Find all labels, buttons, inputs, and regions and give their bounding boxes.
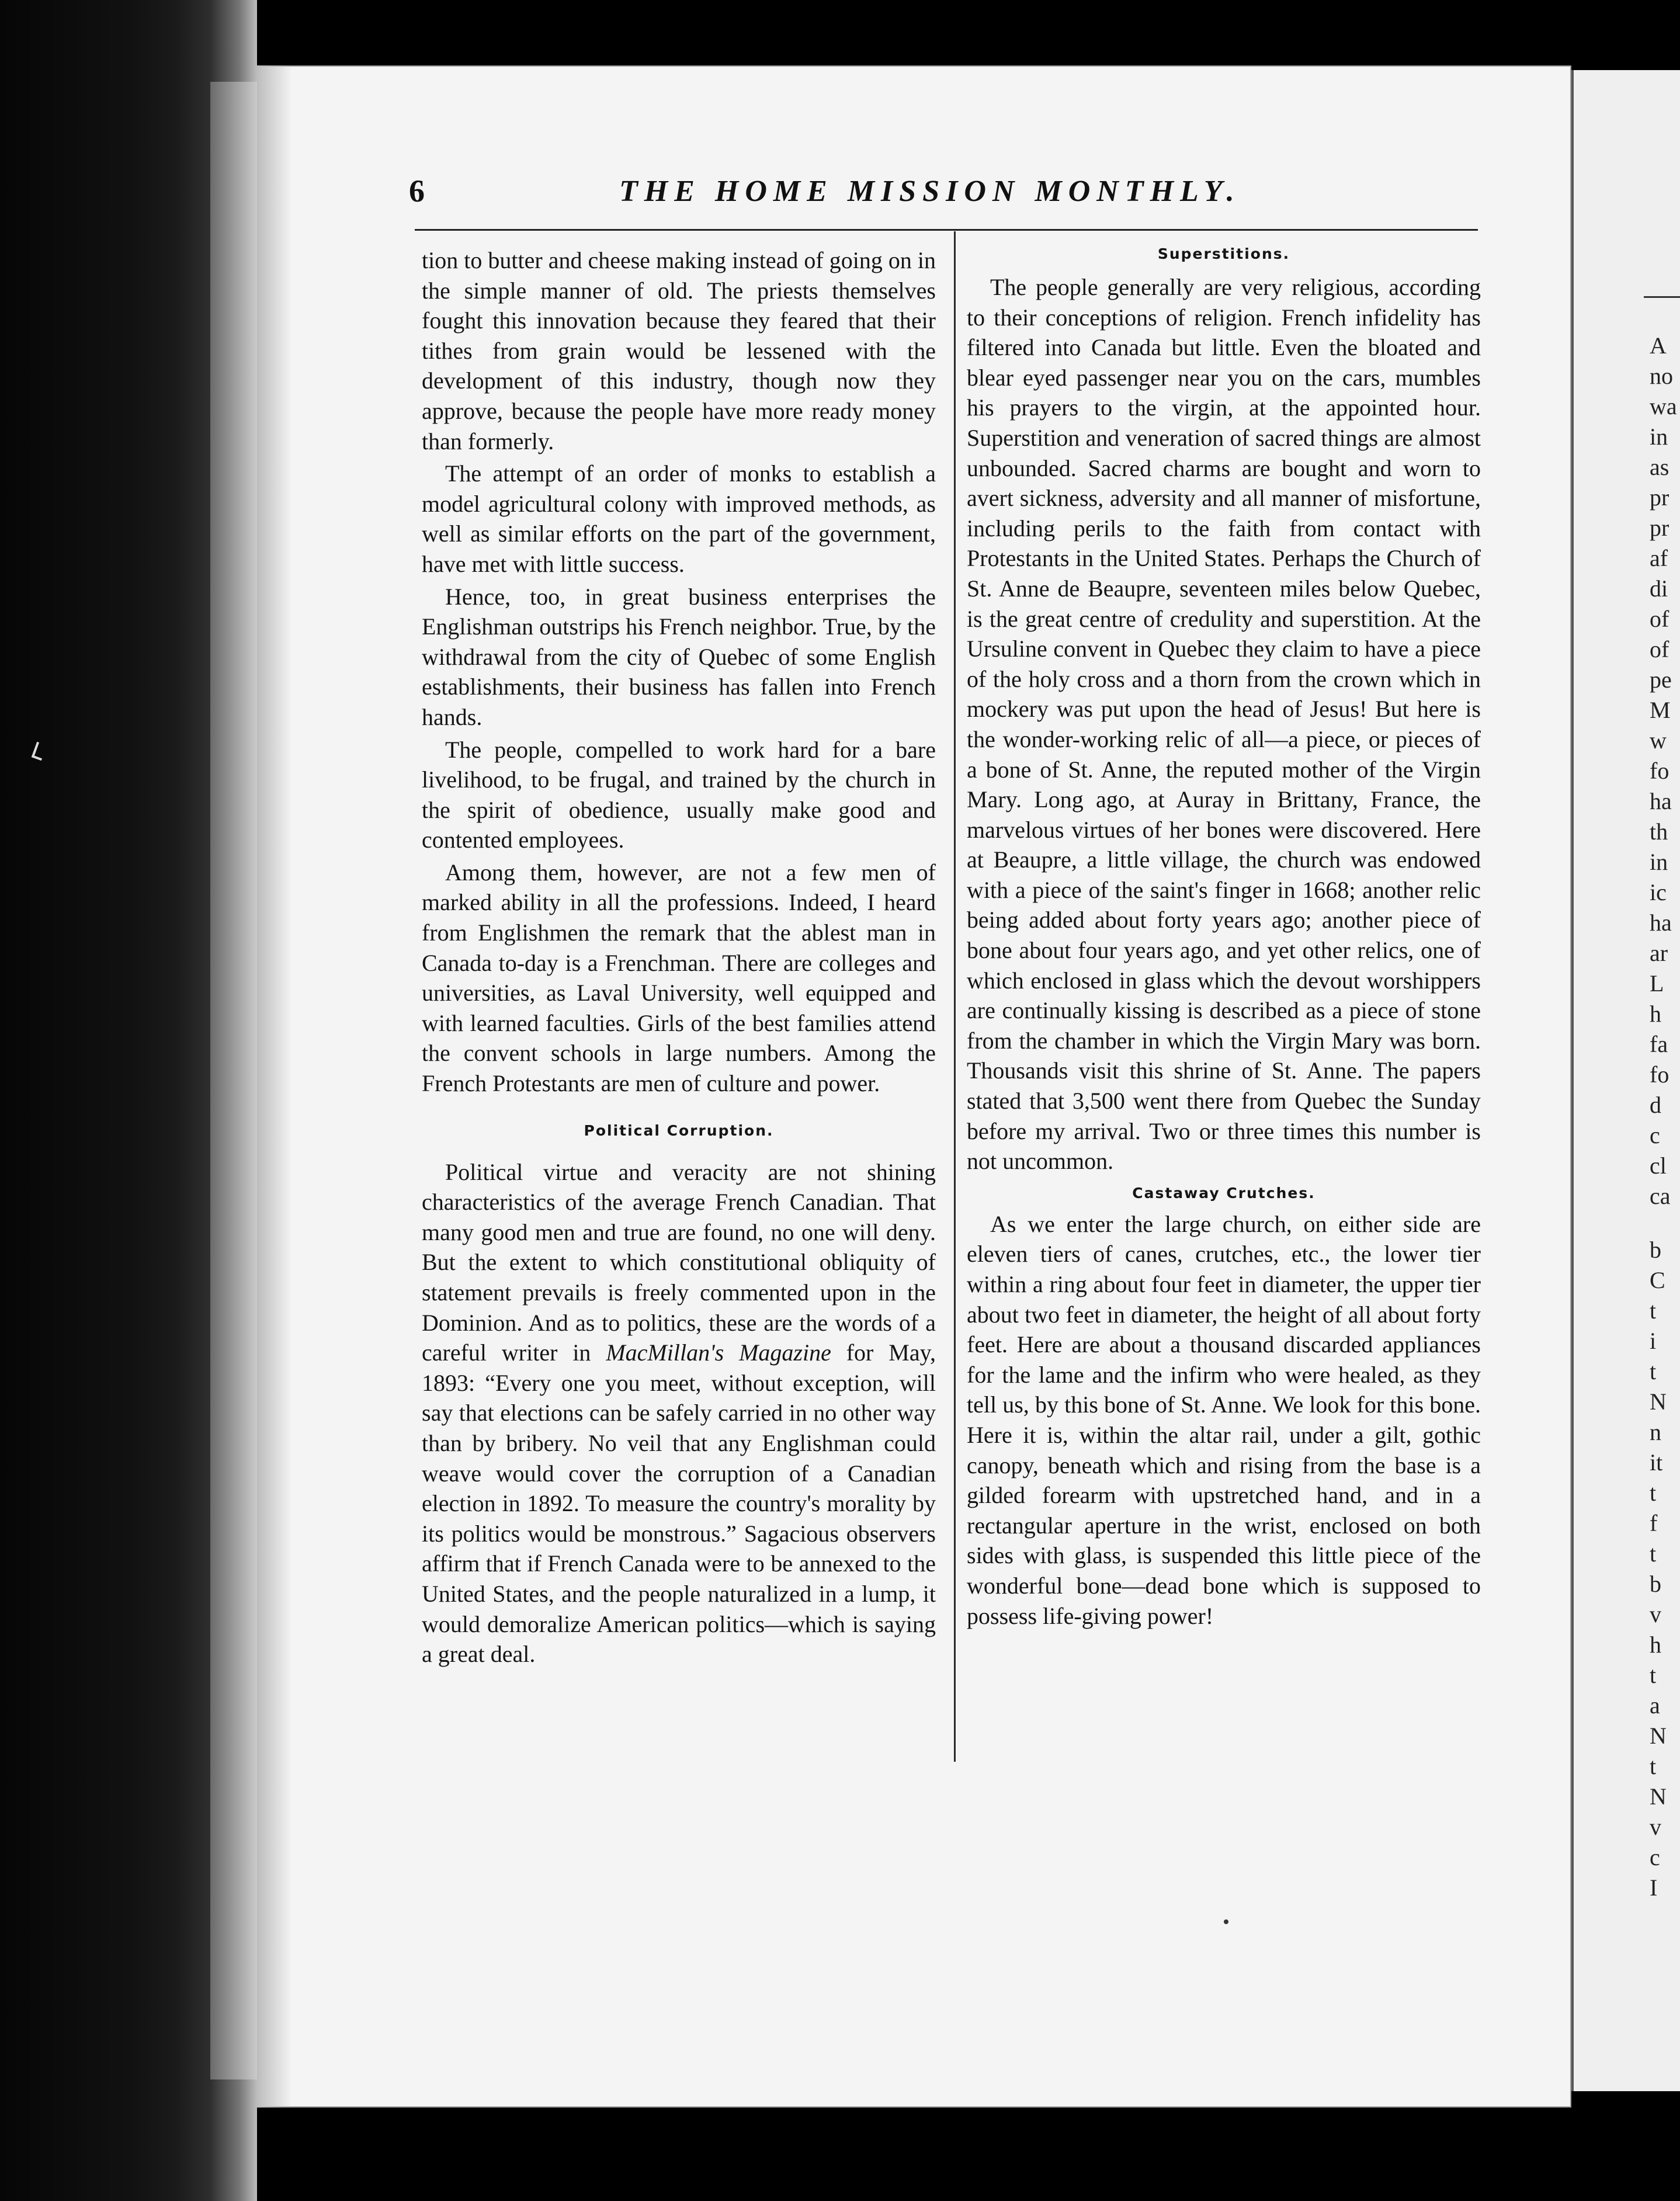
text-run: Political virtue and veracity are not shining characteristics of the average French Canadian. That many good men and true are found, no one will deny. But the extent to which constitutional obliquity of statement prevails is freely commented upon in the Dominion. And as to politics, these are the words of a careful writer in <box>422 1158 936 1366</box>
adjacent-page-fragment: of <box>1650 606 1669 632</box>
paragraph: The people generally are very religious, according to their conceptions of religion. French infidelity has filtered into Canada but little. Even the bloated and blear eyed passenger near you on the cars, mumbles his prayers to the virgin, at the appointed hour. Superstition and veneration of sacred things are almost unbounded. Sacred charms are bought and worn to avert sickness, adversity and all manner of misfortune, including perils to the faith from contact with Protestants in the United States. Perhaps the Church of St. Anne de Beaupre, seventeen miles below Quebec, is the great centre of credulity and superstition. At the Ursuline convent in Quebec they claim to have a piece of the holy cross and a thorn from the crown which in mockery was put upon the head of Jesus! But here is the wonder-working relic of all—a piece, or pieces of a bone of St. Anne, the reputed mother of the Virgin Mary. Long ago, at Auray in Brittany, France, the marvelous virtues of her bones were discovered. Here at Beaupre, a little village, the church was endowed with a piece of the saint's finger in 1668; another relic being added about forty years ago; another piece of bone about four years ago, and yet other relics, one of which enclosed in glass which the devout worshippers are continually kissing is described as a piece of stone from the chamber in which the Virgin Mary was born. Thousands visit this shrine of St. Anne. The papers stated that 3,500 went there from Quebec the Sunday before my arrival. Two or three times this number is not uncommon. <box>967 274 1481 1175</box>
adjacent-page-fragment: t <box>1650 1540 1657 1567</box>
adjacent-page-fragment: v <box>1650 1814 1661 1840</box>
adjacent-page-fragment: ha <box>1650 788 1672 814</box>
adjacent-page-fragment: L <box>1650 970 1664 997</box>
paragraph: tion to butter and cheese making instead of going on in the simple manner of old. The priests themselves fought this innovation because they feared that their tithes from grain would be lessened with the development of this industry, though now they approve, because the people have more ready money than formerly. <box>422 247 936 454</box>
header-rule <box>415 229 1478 231</box>
adjacent-page-fragment: h <box>1650 1001 1661 1027</box>
adjacent-page-fragment: ca <box>1650 1183 1671 1209</box>
adjacent-page <box>1571 70 1680 2091</box>
adjacent-page-fragment: c <box>1650 1122 1660 1148</box>
adjacent-page-fragment: ar <box>1650 940 1668 966</box>
text-run: for May, 1893: “Every one you meet, without exception, will say that elections can be safely carried in no other way than by bribery. No veil that any Englishman could weave would cover the corruption of a Canadian election in 1892. To measure the country's morality by its politics would be monstrous.” Sagacious observers affirm that if French Canada were to be annexed to the United States, and the people naturalized in a lump, it would demoralize American politics—which is saying a great deal. <box>422 1339 936 1668</box>
paragraph: The attempt of an order of monks to establish a model agricultural colony with improved methods, as well as similar efforts on the part of the government, have met with little success. <box>422 460 936 577</box>
page-number: 6 <box>409 173 425 209</box>
adjacent-page-fragment: A <box>1650 332 1667 359</box>
adjacent-page-fragment: in <box>1650 423 1668 450</box>
section-heading: Castaway Crutches. <box>1132 1184 1315 1202</box>
page-gutter-shadow <box>257 65 292 2108</box>
page-header <box>409 173 1478 220</box>
adjacent-page-fragment: of <box>1650 636 1669 662</box>
adjacent-page-fragment: I <box>1650 1874 1658 1901</box>
adjacent-page-fragment: a <box>1650 1692 1660 1719</box>
adjacent-page-fragment: as <box>1650 454 1669 480</box>
adjacent-page-fragment: w <box>1650 727 1667 754</box>
adjacent-page-fragment: i <box>1650 1328 1657 1354</box>
adjacent-page-fragment: fa <box>1650 1031 1668 1057</box>
adjacent-page-fragment: f <box>1650 1510 1658 1536</box>
adjacent-page-fragment: C <box>1650 1267 1665 1293</box>
publication-title: MacMillan's Magazine <box>606 1339 831 1366</box>
section-heading: Superstitions. <box>1157 245 1290 262</box>
ink-speck <box>1224 1919 1228 1924</box>
adjacent-page-fragment: t <box>1650 1753 1657 1779</box>
adjacent-page-fragment: di <box>1650 575 1668 602</box>
adjacent-page-fragment: h <box>1650 1631 1661 1658</box>
paragraph: Among them, however, are not a few men of marked ability in all the professions. Indeed, I heard from Englishmen the remark that the ablest man in Canada to-day is a Frenchman. There are colleges and universities, as Laval University, well equipped and with learned faculties. Girls of the best families attend the convent schools in large numbers. Among the French Protestants are men of culture and power. <box>422 859 936 1097</box>
left-column <box>422 245 936 1672</box>
adjacent-page-fragment: c <box>1650 1844 1660 1870</box>
right-column <box>967 245 1481 1633</box>
adjacent-page-fragment: wa <box>1650 393 1677 419</box>
adjacent-page-fragment: b <box>1650 1237 1661 1263</box>
adjacent-page-fragment: ha <box>1650 909 1672 936</box>
section-heading: Political Corruption. <box>584 1122 774 1139</box>
adjacent-page-fragment: fo <box>1650 758 1669 784</box>
adjacent-page-fragment: th <box>1650 818 1668 845</box>
paragraph <box>422 1157 936 1669</box>
adjacent-page-fragment: pr <box>1650 515 1669 541</box>
adjacent-page-fragment: N <box>1650 1388 1667 1415</box>
paragraph: As we enter the large church, on either side are eleven tiers of canes, crutches, etc., the lower tier within a ring about four feet in diameter, the upper tier about two feet in diameter, the height of all about forty feet. Here are about a thousand discarded appliances for the lame and the infirm who were healed, as they tell us, by this bone of St. Anne. We look for this bone. Here it is, within the altar rail, under a gilt, gothic canopy, beneath which and rising from the base is a gilded forearm with upstretched hand, and in a rectangular aperture in the wrist, enclosed on both sides with glass, is suspended this little piece of the wonderful bone—dead bone which is supposed to possess life-giving power! <box>967 1210 1481 1629</box>
adjacent-page-fragment: b <box>1650 1571 1661 1597</box>
adjacent-page-fragment: t <box>1650 1297 1657 1324</box>
adjacent-page-fragment: N <box>1650 1783 1667 1810</box>
adjacent-page-fragment: af <box>1650 545 1668 571</box>
adjacent-page-fragment: ic <box>1650 879 1667 905</box>
adjacent-page-fragment: in <box>1650 849 1668 875</box>
adjacent-page-fragment: v <box>1650 1601 1661 1627</box>
adjacent-page-fragment: pr <box>1650 484 1669 511</box>
adjacent-page-rule <box>1644 296 1680 298</box>
column-rule <box>954 231 956 1762</box>
paragraph: Hence, too, in great business enterprises the Englishman outstrips his French neighbor. True, by the withdrawal from the city of Quebec of some English establishments, their business has fallen into French hands. <box>422 583 936 730</box>
adjacent-page-fragment: M <box>1650 697 1671 723</box>
adjacent-page-fragment: no <box>1650 363 1673 389</box>
adjacent-page-fragment: d <box>1650 1092 1661 1118</box>
adjacent-page-fragment: pe <box>1650 666 1672 693</box>
adjacent-page-fragment: t <box>1650 1358 1657 1384</box>
adjacent-page-fragment: fo <box>1650 1061 1669 1088</box>
adjacent-page-fragment: N <box>1650 1723 1667 1749</box>
running-head-title: THE HOME MISSION MONTHLY. <box>619 175 1241 208</box>
adjacent-page-fragment: cl <box>1650 1152 1667 1179</box>
adjacent-page-fragment: it <box>1650 1449 1663 1476</box>
adjacent-page-fragment: n <box>1650 1419 1661 1445</box>
adjacent-page-fragment: t <box>1650 1480 1657 1506</box>
adjacent-page-fragment: t <box>1650 1662 1657 1688</box>
paragraph: The people, compelled to work hard for a bare livelihood, to be frugal, and trained by the church in the spirit of obedience, usually make good and contented employees. <box>422 736 936 853</box>
